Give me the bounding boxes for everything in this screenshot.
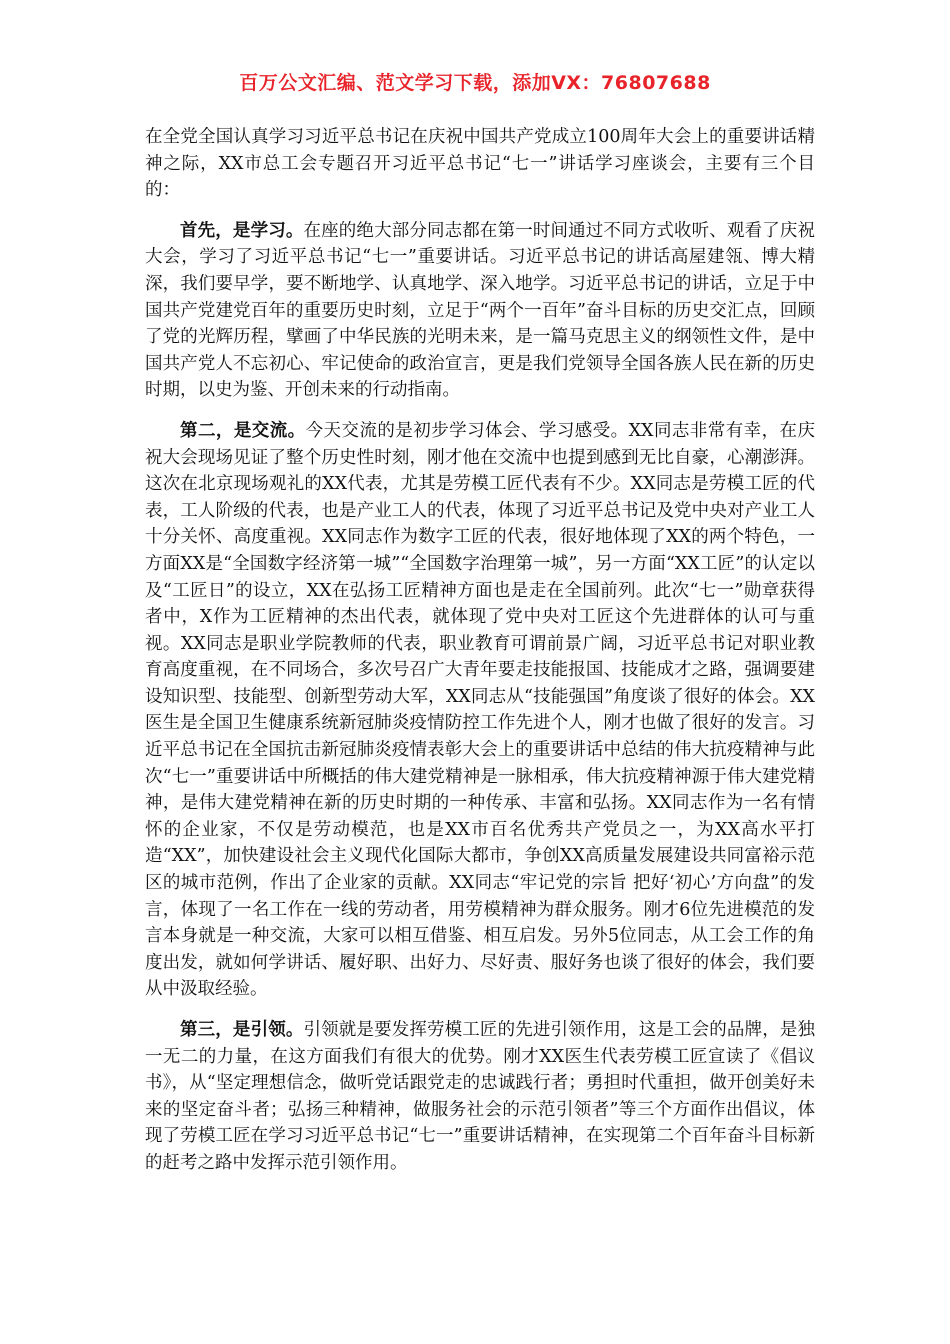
paragraph-lead: 第三，是引领。 xyxy=(180,1020,304,1040)
intro-paragraph xyxy=(145,124,815,204)
paragraph-text: 在全党全国认真学习习近平总书记在庆祝中国共产党成立100周年大会上的重要讲话精神之际，XX市总工会专题召开习近平总书记“七一”讲话学习座谈会，主要有三个目的： xyxy=(145,127,815,201)
paragraph-lead: 第二，是交流。 xyxy=(180,420,306,441)
section-paragraph-exchange xyxy=(145,418,815,1003)
promo-header: 百万公文汇编、范文学习下载，添加VX：76807688 xyxy=(239,72,711,94)
section-paragraph-study xyxy=(145,218,815,404)
paragraph-text: 在座的绝大部分同志都在第一时间通过不同方式收听、观看了庆祝大会，学习了习近平总书记“七一”重要讲话。习近平总书记的讲话高屋建瓴、博大精深，我们要早学，要不断地学、认真地学、深入地学。习近平总书记的讲话，立足于中国共产党建党百年的重要历史时刻，立足于“两个一百年”奋斗目标的历史交汇点，回顾了党的光辉历程，擘画了中华民族的光明未来，是一篇马克思主义的纲领性文件，是中国共产党人不忘初心、牢记使命的政治宣言，更是我们党领导全国各族人民在新的历史时期，以史为鉴、开创未来的行动指南。 xyxy=(145,220,815,401)
paragraph-text: 今天交流的是初步学习体会、学习感受。XX同志非常有幸，在庆祝大会现场见证了整个历史性时刻，刚才他在交流中也提到感到无比自豪，心潮澎湃。这次在北京现场观礼的XX代表，尤其是劳模工匠代表有不少。XX同志是劳模工匠的代表，工人阶级的代表，也是产业工人的代表，体现了习近平总书记及党中央对产业工人十分关怀、高度重视。XX同志作为数字工匠的代表，很好地体现了XX的两个特色，一方面XX是“全国数字经济第一城”“全国数字治理第一城”，另一方面“XX工匠”的认定以及“工匠日”的设立，XX在弘扬工匠精神方面也是走在全国前列。此次“七一”勋章获得者中，X作为工匠精神的杰出代表，就体现了党中央对工匠这个先进群体的认可与重视。XX同志是职业学院教师的代表，职业教育可谓前景广阔，习近平总书记对职业教育高度重视，在不同场合，多次号召广大青年要走技能报国、技能成才之路，强调要建设知识型、技能型、创新型劳动大军，XX同志从“技能强国”角度谈了很好的体会。XX医生是全国卫生健康系统新冠肺炎疫情防控工作先进个人，刚才也做了很好的发言。习近平总书记在全国抗击新冠肺炎疫情表彰大会上的重要讲话中总结的伟大抗疫精神与此次“七一”重要讲话中所概括的伟大建党精神是一脉相承，伟大抗疫精神源于伟大建党精神，是伟大建党精神在新的历史时期的一种传承、丰富和弘扬。XX同志作为一名有情怀的企业家，不仅是劳动模范，也是XX市百名优秀共产党员之一，为XX高水平打造“XX”，加快建设社会主义现代化国际大都市，争创XX高质量发展建设共同富裕示范区的城市范例，作出了企业家的贡献。XX同志“牢记党的宗旨 把好‘初心’方向盘”的发言，体现了一名工作在一线的劳动者，用劳模精神为群众服务。刚才6位先进模范的发言本身就是一种交流，大家可以相互借鉴、相互启发。另外5位同志，从工会工作的角度出发，就如何学讲话、履好职、出好力、尽好责、服好务也谈了很好的体会，我们要从中汲取经验。 xyxy=(145,420,815,1000)
paragraph-text: 引领就是要发挥劳模工匠的先进引领作用，这是工会的品牌，是独一无二的力量，在这方面我们有很大的优势。刚才XX医生代表劳模工匠宣读了《倡议书》，从“坚定理想信念，做听党话跟党走的忠诚践行者；勇担时代重担，做开创美好未来的坚定奋斗者；弘扬三种精神，做服务社会的示范引领者”等三个方面作出倡议，体现了劳模工匠在学习习近平总书记“七一”重要讲话精神，在实现第二个百年奋斗目标新的赶考之路中发挥示范引领作用。 xyxy=(145,1020,815,1173)
paragraph-lead: 首先，是学习。 xyxy=(180,220,304,241)
document-body xyxy=(145,124,815,1191)
section-paragraph-lead xyxy=(145,1017,815,1177)
